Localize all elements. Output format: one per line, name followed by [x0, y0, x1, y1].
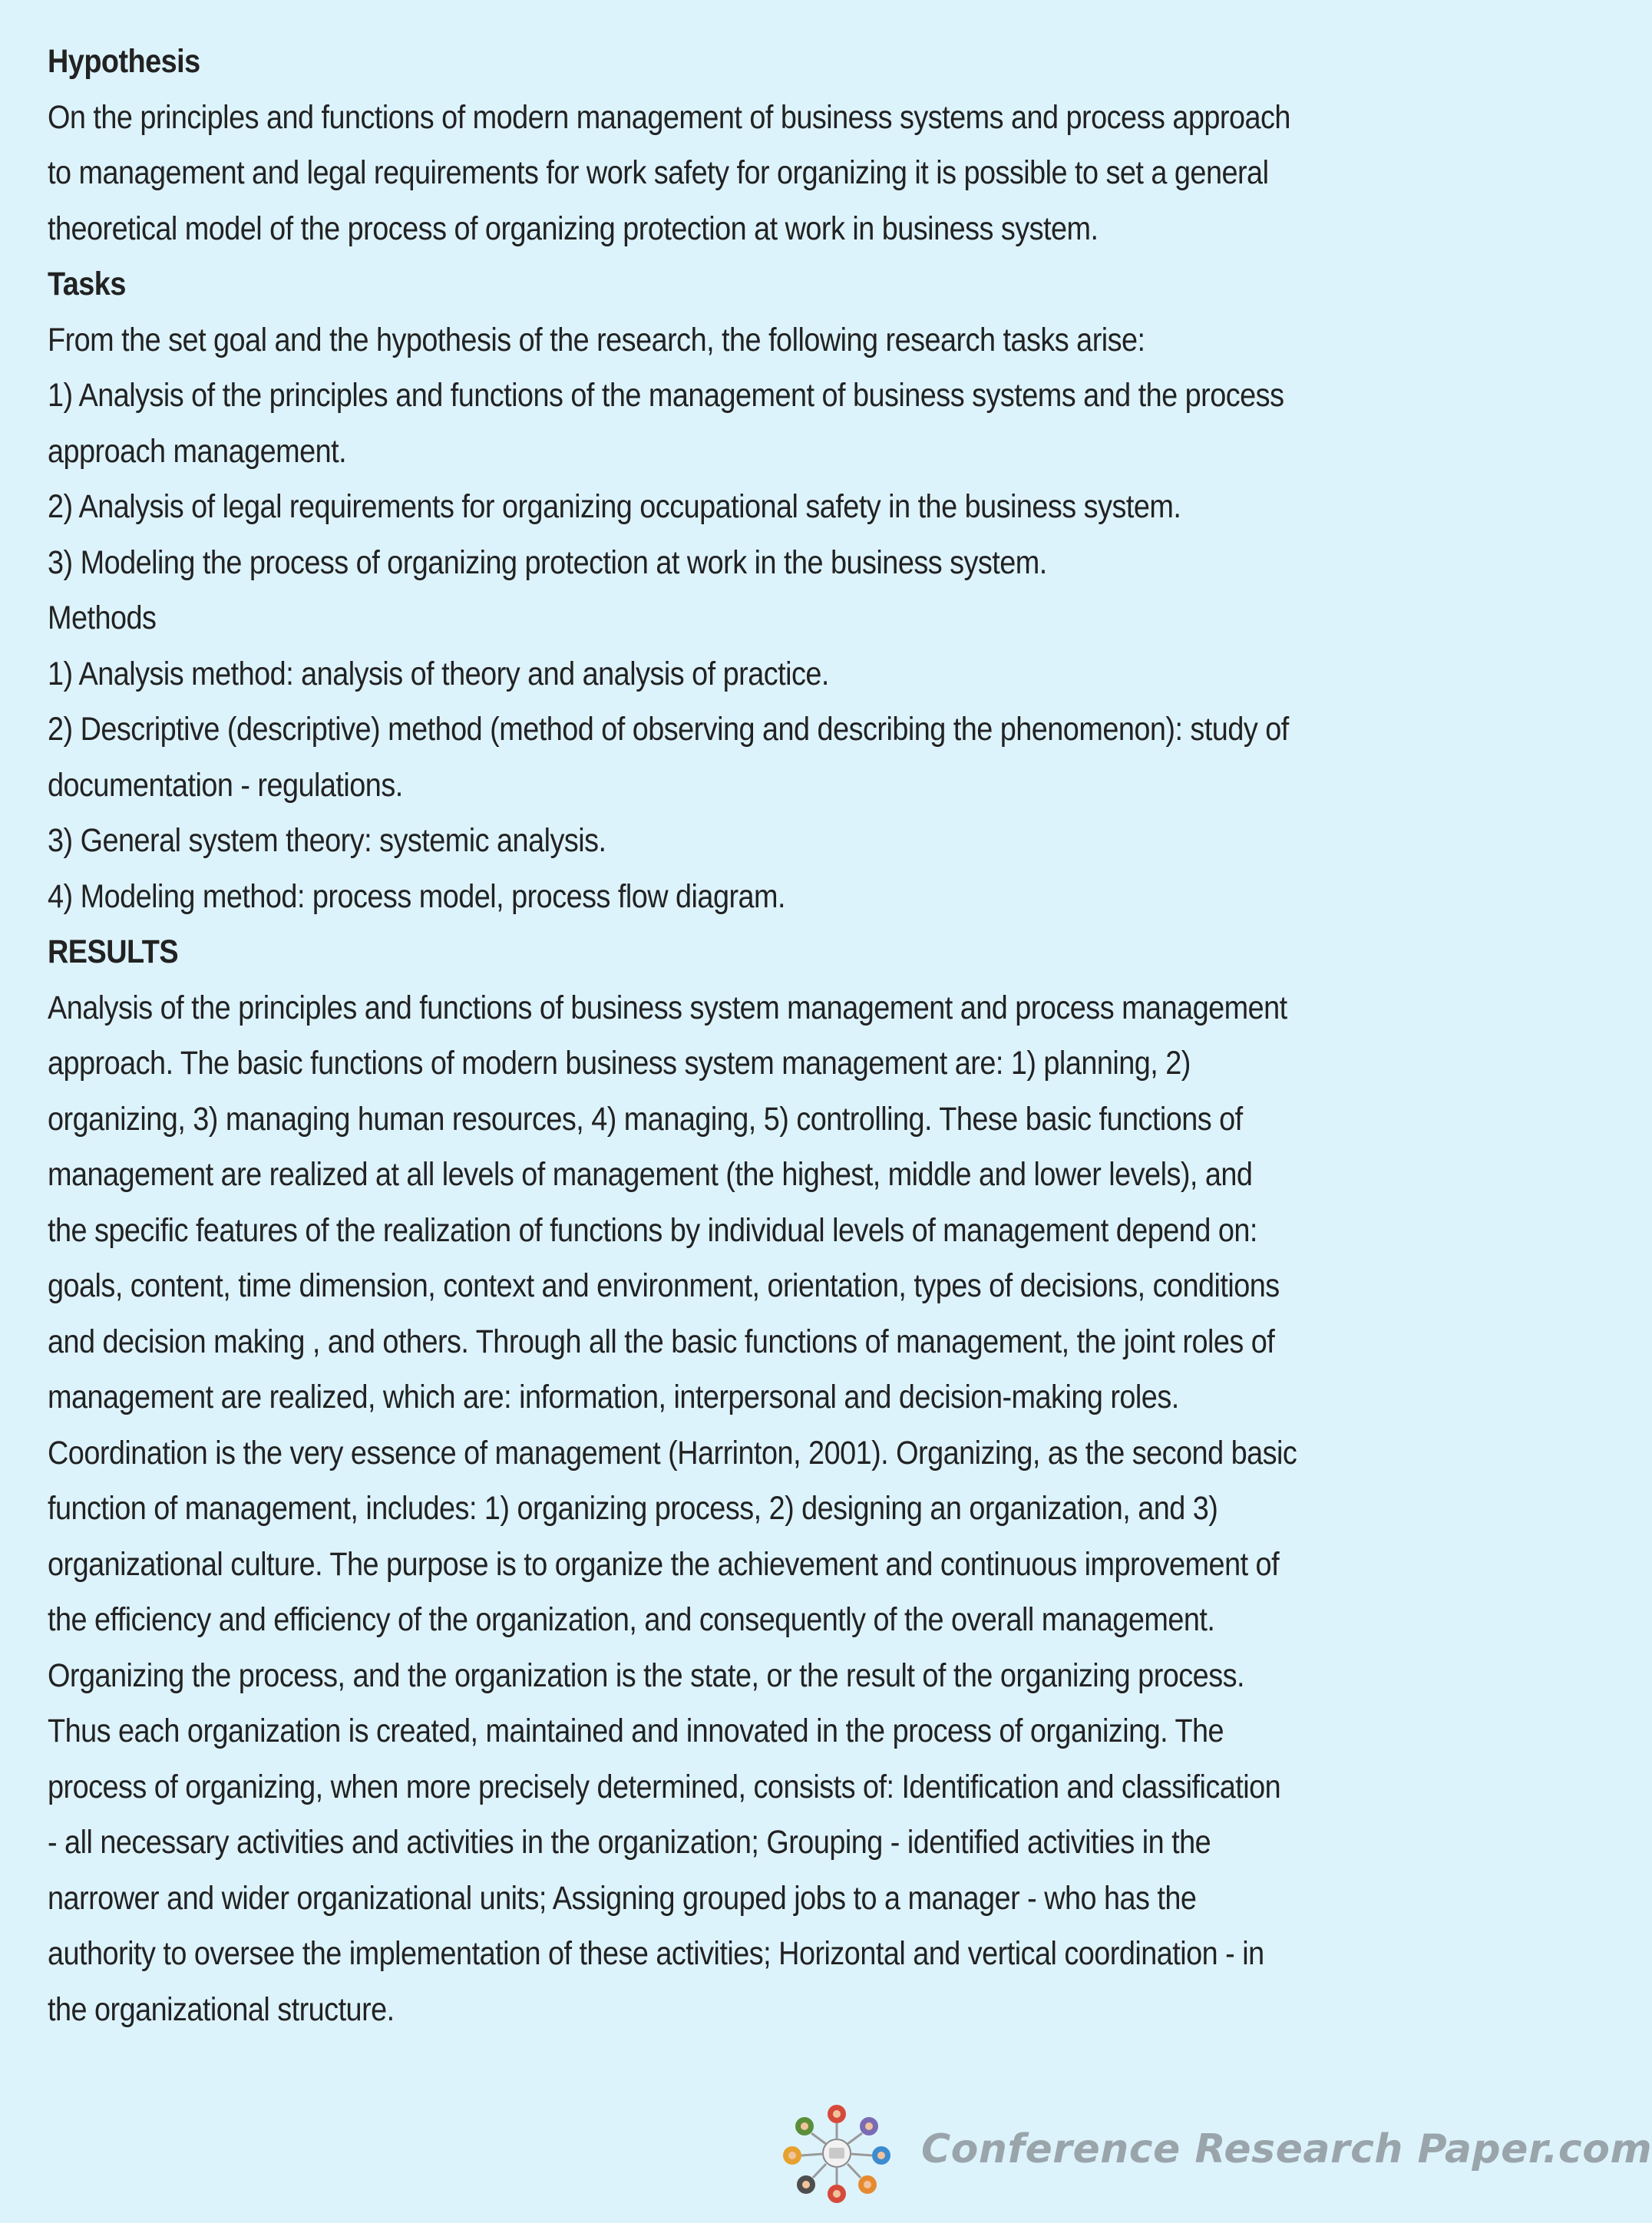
- text-line: goals, content, time dimension, context and environment, orientation, types of decisions, conditions: [48, 1267, 1280, 1304]
- section-methods: [48, 590, 1537, 924]
- text-line: management are realized, which are: information, interpersonal and decision-making roles.: [48, 1379, 1179, 1415]
- text-line: On the principles and functions of modern management of business systems and process approach: [48, 98, 1290, 136]
- document-body: [48, 34, 1537, 2037]
- footer-branding: [775, 2103, 1652, 2203]
- text-line: the organizational structure.: [48, 1990, 395, 2028]
- text-line: 2) Analysis of legal requirements for organizing occupational safety in the business system.: [48, 488, 1181, 525]
- text-line: and decision making , and others. Through all the basic functions of management, the joint roles of: [48, 1323, 1275, 1360]
- heading-methods: Methods: [48, 600, 157, 636]
- text-line: 1) Analysis of the principles and functions of the management of business systems and the process: [48, 377, 1284, 414]
- text-line: theoretical model of the process of organizing protection at work in business system.: [48, 210, 1099, 247]
- text-line: organizational culture. The purpose is to organize the achievement and continuous improvement of: [48, 1545, 1280, 1583]
- text-line: 4) Modeling method: process model, process flow diagram.: [48, 877, 786, 915]
- heading-hypothesis: Hypothesis: [48, 43, 200, 80]
- text-line: to management and legal requirements for work safety for organizing it is possible to set a general: [48, 154, 1269, 191]
- text-line: management are realized at all levels of management (the highest, middle and lower levels), and: [48, 1156, 1253, 1193]
- text-line: the efficiency and efficiency of the organization, and consequently of the overall management.: [48, 1601, 1215, 1638]
- heading-tasks: Tasks: [48, 266, 126, 302]
- text-line: approach. The basic functions of modern business system management are: 1) planning, 2): [48, 1045, 1191, 1082]
- text-line: Coordination is the very essence of management (Harrinton, 2001). Organizing, as the second basic: [48, 1434, 1297, 1472]
- text-line: approach management.: [48, 432, 347, 470]
- section-results: [48, 924, 1537, 2037]
- text-line: From the set goal and the hypothesis of the research, the following research tasks arise:: [48, 321, 1145, 358]
- people-circle-logo-icon: [775, 2103, 898, 2203]
- text-line: authority to oversee the implementation of these activities; Horizontal and vertical coordination - in: [48, 1935, 1264, 1972]
- text-line: 2) Descriptive (descriptive) method (method of observing and describing the phenomenon): study of: [48, 711, 1289, 748]
- text-line: Organizing the process, and the organization is the state, or the result of the organizing process.: [48, 1657, 1244, 1694]
- section-hypothesis: [48, 34, 1537, 256]
- text-line: Thus each organization is created, maintained and innovated in the process of organizing. The: [48, 1713, 1224, 1749]
- text-line: function of management, includes: 1) organizing process, 2) designing an organization, and 3): [48, 1490, 1218, 1527]
- text-line: Analysis of the principles and functions of business system management and process management: [48, 989, 1287, 1026]
- section-tasks: [48, 256, 1537, 590]
- text-line: narrower and wider organizational units; Assigning grouped jobs to a manager - who has the: [48, 1879, 1197, 1917]
- text-line: 3) General system theory: systemic analysis.: [48, 822, 606, 859]
- text-line: organizing, 3) managing human resources, 4) managing, 5) controlling. These basic functions of: [48, 1100, 1243, 1138]
- site-name: Conference Research Paper.com: [921, 2126, 1652, 2172]
- text-line: the specific features of the realization of functions by individual levels of management depend on:: [48, 1211, 1257, 1249]
- text-line: documentation - regulations.: [48, 766, 403, 804]
- text-line: - all necessary activities and activities in the organization; Grouping - identified activities in the: [48, 1824, 1211, 1861]
- heading-results: RESULTS: [48, 933, 179, 970]
- text-line: 3) Modeling the process of organizing protection at work in the business system.: [48, 543, 1047, 581]
- text-line: 1) Analysis method: analysis of theory and analysis of practice.: [48, 655, 829, 692]
- text-line: process of organizing, when more precisely determined, consists of: Identification and classification: [48, 1768, 1281, 1805]
